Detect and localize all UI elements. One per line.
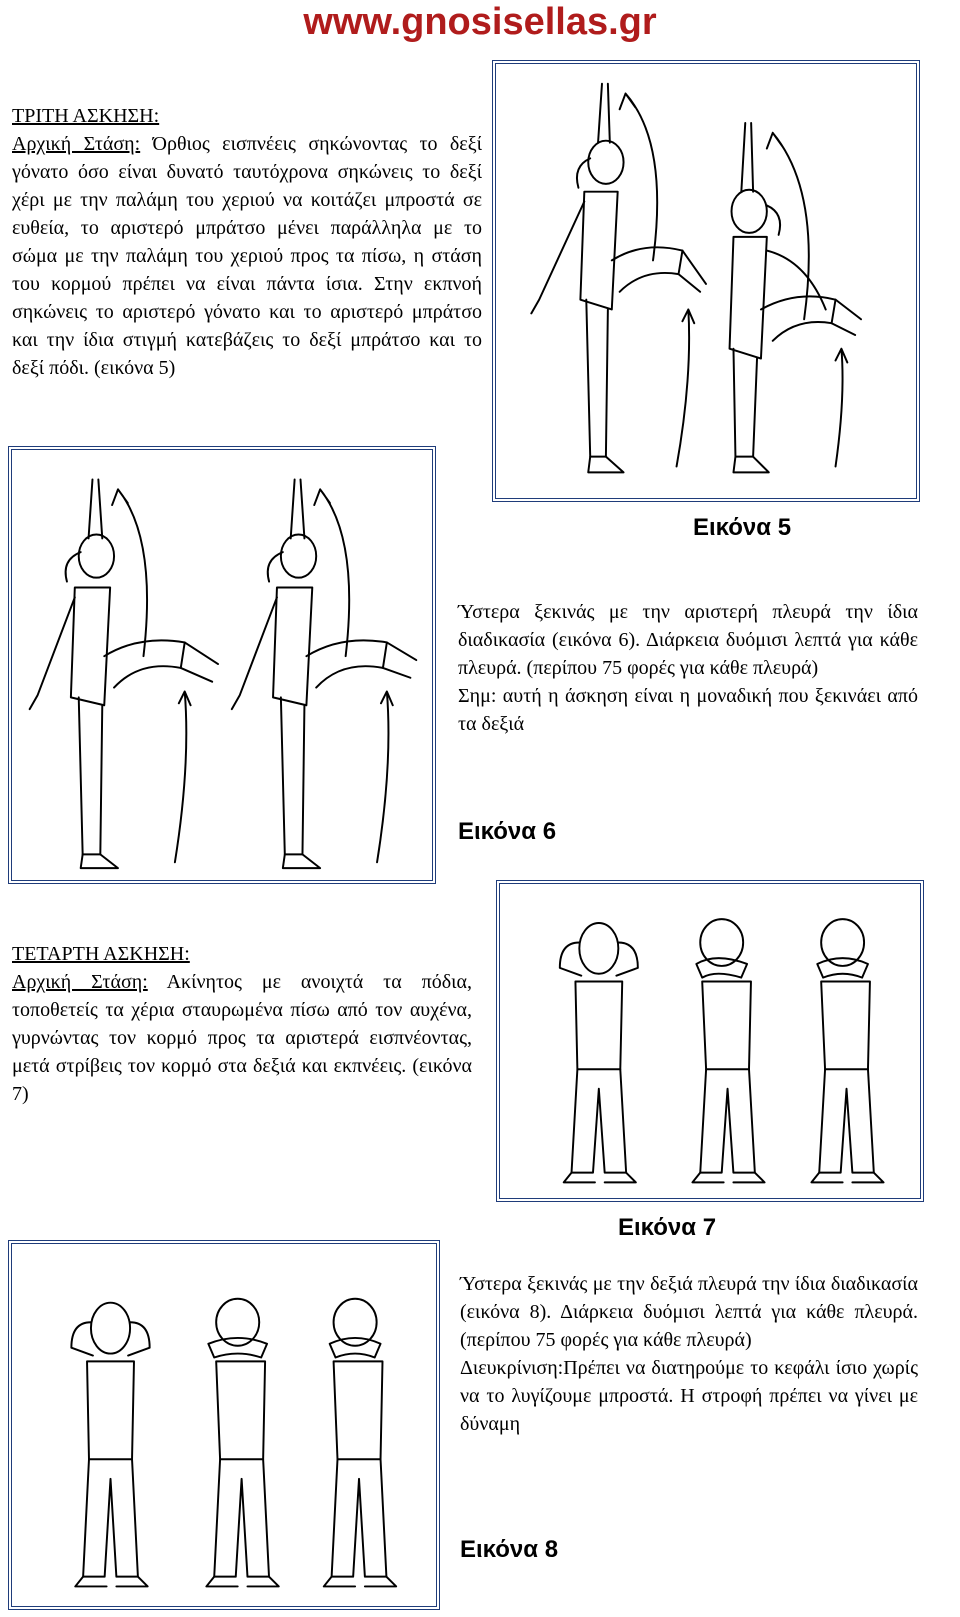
figure-6-person-2 <box>232 480 416 869</box>
figure-5-image <box>492 60 920 502</box>
exercise3-followup-block <box>458 598 918 738</box>
exercise4-text: Ακίνητος με ανοιχτά τα πόδια, τοποθετείς τα χέρια σταυρωμένα πίσω από τον αυχένα, γυρνώντας τον κορμό προς τα αριστερά εισπνέοντας, μετά στρίβεις τον κορμό στα δεξιά και εκπνέεις. (εικόνα 7) <box>12 971 472 1105</box>
exercise4-followup: Ύστερα ξεκινάς με την δεξιά πλευρά την ίδια διαδικασία (εικόνα 8). Διάρκεια δυόμισι λεπτά για κάθε πλευρά. (περίπου 75 φορές για κάθε πλευρά) <box>460 1273 918 1351</box>
figure-7-person-3 <box>811 919 883 1182</box>
figure-8-person-2 <box>206 1299 278 1587</box>
figure-7-image <box>496 880 924 1202</box>
exercise3-heading: ΤΡΙΤΗ ΑΣΚΗΣΗ: <box>12 105 160 127</box>
figure-6-person-1 <box>30 480 218 869</box>
figure-7-person-2 <box>692 919 764 1182</box>
exercise3-text: Όρθιος εισπνέεις σηκώνοντας το δεξί γόνατο όσο είναι δυνατό ταυτόχρονα σηκώνεις το δεξί χέρι με την παλάμη του χεριού να κοιτάζει μπροστά σε ευθεία, το αριστερό μπράτσο μένει παράλληλα με το σώμα με την παλάμη του χεριού προς τα πίσω, η στάση του κορμού πρέπει να είναι πάντα ίσια. Στην εκπνοή σηκώνεις το αριστερό γόνατο και το αριστερό μπράτσο και την ίδια στιγμή κατεβάζεις το δεξί μπράτσο και το δεξί πόδι. (εικόνα 5) <box>12 133 483 379</box>
exercise3-start-label: Αρχική Στάση: <box>12 133 141 155</box>
figure-8-person-1 <box>71 1303 149 1587</box>
exercise4-clarification: Διευκρίνιση:Πρέπει να διατηρούμε το κεφάλι ίσιο χωρίς να το λυγίζουμε μπροστά. Η στροφή πρέπει να γίνει με δύναμη <box>460 1357 918 1435</box>
exercise3-followup: Ύστερα ξεκινάς με την αριστερή πλευρά την ίδια διαδικασία (εικόνα 6). Διάρκεια δυόμισι λεπτά για κάθε πλευρά. (περίπου 75 φορές για κάθε πλευρά) <box>458 601 918 679</box>
figure-5-caption: Εικόνα 5 <box>693 514 792 541</box>
figure-6-image <box>8 446 436 884</box>
figure-5-person-1 <box>531 84 706 473</box>
figure-5-person-2 <box>730 123 861 472</box>
figure-6-caption: Εικόνα 6 <box>458 818 557 845</box>
exercise4-intro <box>12 940 472 1108</box>
exercise3-intro <box>12 102 482 382</box>
site-title[interactable]: www.gnosisellas.gr <box>303 1 657 43</box>
figure-7-caption: Εικόνα 7 <box>618 1214 717 1241</box>
figure-8-person-3 <box>324 1299 396 1587</box>
exercise4-heading: ΤΕΤΑΡΤΗ ΑΣΚΗΣΗ: <box>12 943 190 965</box>
figure-8-caption: Εικόνα 8 <box>460 1536 559 1563</box>
exercise4-start-label: Αρχική Στάση: <box>12 971 148 993</box>
exercise4-followup-block <box>460 1270 918 1438</box>
figure-8-image <box>8 1240 440 1610</box>
figure-7-person-1 <box>560 923 638 1182</box>
exercise3-note: Σημ: αυτή η άσκηση είναι η μοναδική που ξεκινάει από τα δεξιά <box>458 685 918 735</box>
